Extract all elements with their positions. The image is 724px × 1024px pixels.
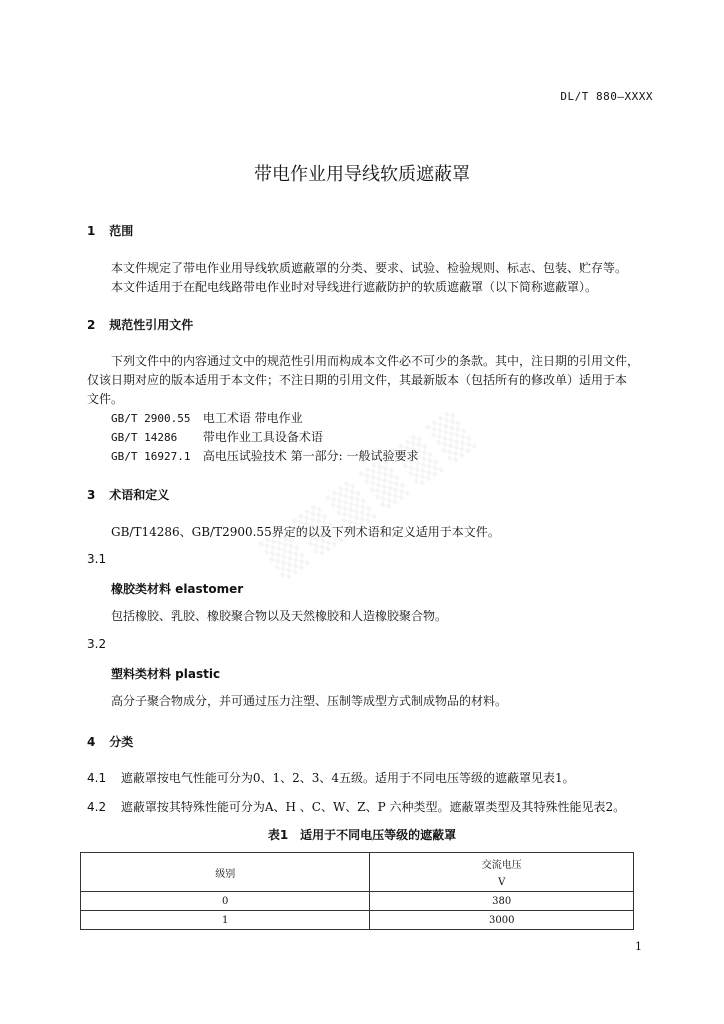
document-title: 带电作业用导线软质遮蔽罩 <box>254 164 470 185</box>
paragraph-line: 仅该日期对应的版本适用于本文件；不注日期的引用文件，其最新版本（包括所有的修改单）适用于本 <box>87 373 628 387</box>
table-caption: 表1 适用于不同电压等级的遮蔽罩 <box>267 828 457 842</box>
table-row <box>81 911 634 930</box>
reference-item <box>111 447 419 464</box>
term-definition: 高分子聚合物成分，并可通过压力注塑、压制等成型方式制成物品的材料。 <box>111 694 508 708</box>
section-2-heading <box>87 316 193 333</box>
reference-code: GB/T 2900.55 <box>111 412 191 425</box>
term-name: 塑料类材料 plastic <box>111 667 221 681</box>
clause-number: 4.1 <box>87 771 107 785</box>
paragraph-line: 文件。 <box>87 392 124 406</box>
section-number: 4 <box>87 735 96 749</box>
paragraph: 本文件适用于在配电线路带电作业时对导线进行遮蔽防护的软质遮蔽罩（以下简称遮蔽罩）。 <box>111 280 598 294</box>
table-header-row <box>81 853 634 892</box>
reference-item <box>111 428 323 445</box>
cell-voltage: 3000 <box>370 911 634 930</box>
header-voltage-unit: V <box>498 877 506 888</box>
term-number: 3.1 <box>87 552 107 566</box>
clause <box>87 798 625 815</box>
term-number: 3.2 <box>87 637 107 651</box>
reference-title: 电工术语 带电作业 <box>202 411 303 425</box>
section-1-heading <box>87 222 133 239</box>
header-cell-voltage <box>370 853 634 892</box>
section-4-heading <box>87 733 133 750</box>
header-cell-level: 级别 <box>81 853 370 892</box>
reference-title: 带电作业工具设备术语 <box>202 430 323 444</box>
paragraph: GB/T14286、GB/T2900.55界定的以及下列术语和定义适用于本文件。 <box>111 525 500 539</box>
section-3-heading <box>87 486 169 503</box>
section-title: 规范性引用文件 <box>109 318 194 332</box>
paragraph-line: 下列文件中的内容通过文中的规范性引用而构成本文件必不可少的条款。其中，注日期的引用文件， <box>111 354 640 368</box>
reference-item <box>111 409 303 426</box>
section-number: 1 <box>87 224 96 238</box>
cell-level: 0 <box>81 892 370 911</box>
section-number: 3 <box>87 488 96 502</box>
reference-title: 高电压试验技术 第一部分: 一般试验要求 <box>202 449 419 463</box>
section-title: 范围 <box>109 224 134 238</box>
clause-text: 遮蔽罩按其特殊性能可分为A、H 、C、W、Z、P 六种类型。遮蔽罩类型及其特殊性能见表2。 <box>120 800 626 814</box>
cell-voltage: 380 <box>370 892 634 911</box>
term-name: 橡胶类材料 elastomer <box>111 582 244 596</box>
cell-level: 1 <box>81 911 370 930</box>
reference-code: GB/T 14286 <box>111 431 178 444</box>
table-row <box>81 892 634 911</box>
section-number: 2 <box>87 318 96 332</box>
header-voltage-label: 交流电压 <box>481 860 522 871</box>
paragraph: 本文件规定了带电作业用导线软质遮蔽罩的分类、要求、试验、检验规则、标志、包装、贮存等。 <box>111 261 628 275</box>
document-code: DL/T 880—XXXX <box>560 90 653 103</box>
clause <box>87 769 575 786</box>
clause-text: 遮蔽罩按电气性能可分为0、1、2、3、4五级。适用于不同电压等级的遮蔽罩见表1。 <box>120 771 575 785</box>
clause-number: 4.2 <box>87 800 107 814</box>
page-number: 1 <box>635 940 642 953</box>
term-definition: 包括橡胶、乳胶、橡胶聚合物以及天然橡胶和人造橡胶聚合物。 <box>111 609 448 623</box>
section-title: 术语和定义 <box>109 488 170 502</box>
section-title: 分类 <box>109 735 134 749</box>
reference-code: GB/T 16927.1 <box>111 450 191 463</box>
voltage-level-table <box>80 852 634 930</box>
